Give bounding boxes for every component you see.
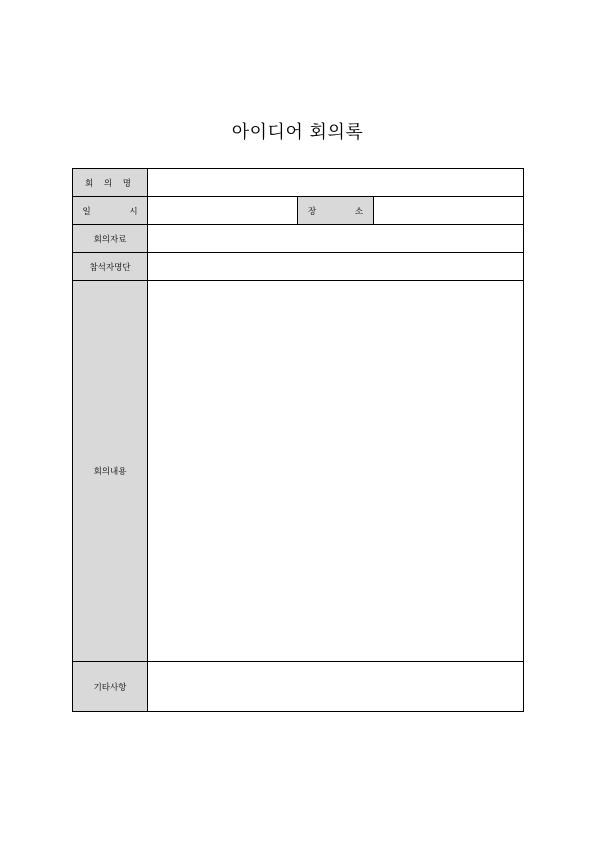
meeting-name-field[interactable] bbox=[148, 169, 523, 196]
materials-label: 회의자료 bbox=[73, 225, 148, 252]
attendees-label: 참석자명단 bbox=[73, 253, 148, 280]
attendees-field[interactable] bbox=[148, 253, 523, 280]
materials-field[interactable] bbox=[148, 225, 523, 252]
attendees-row bbox=[73, 253, 523, 281]
materials-row bbox=[73, 225, 523, 253]
content-row bbox=[73, 281, 523, 662]
content-field[interactable] bbox=[148, 281, 523, 661]
other-label: 기타사항 bbox=[73, 662, 148, 711]
place-field[interactable] bbox=[374, 197, 523, 224]
content-label: 회의내용 bbox=[73, 281, 148, 661]
meeting-form-table bbox=[72, 168, 524, 712]
meeting-name-row bbox=[73, 169, 523, 197]
datetime-field[interactable] bbox=[148, 197, 297, 224]
datetime-label: 일 시 bbox=[73, 197, 148, 224]
other-row bbox=[73, 662, 523, 711]
meeting-name-label: 회 의 명 bbox=[73, 169, 148, 196]
page-title: 아이디어 회의록 bbox=[231, 122, 364, 143]
place-label: 장 소 bbox=[297, 197, 374, 224]
datetime-place-row bbox=[73, 197, 523, 225]
other-field[interactable] bbox=[148, 662, 523, 711]
